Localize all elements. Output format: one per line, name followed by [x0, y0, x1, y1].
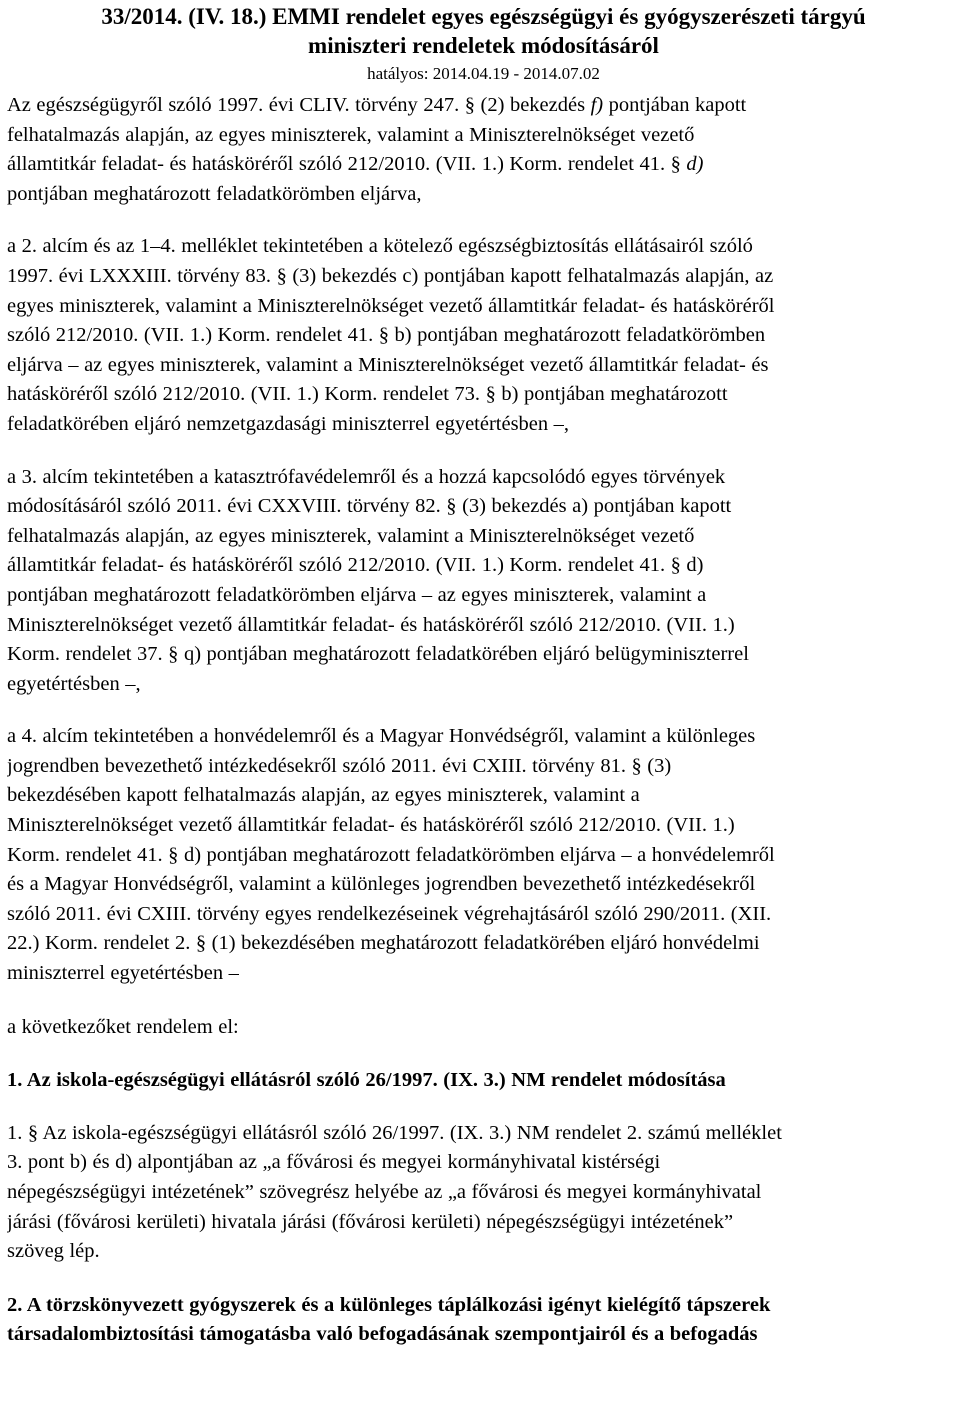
- preamble-p4-line: a 4. alcím tekintetében a honvédelemről és a Magyar Honvédségről, valamint a különleges: [7, 725, 756, 748]
- preamble-p2-line: eljárva – az egyes miniszterek, valamint a Miniszterelnökséget vezető államtitkár feladat- és: [7, 353, 769, 376]
- paragraph-gap: [7, 440, 960, 463]
- section-1-line: népegészségügyi intézetének” szövegrész helyébe az „a fővárosi és megyei kormányhivatal: [7, 1181, 762, 1203]
- preamble-p4-line: Korm. rendelet 41. § d) pontjában meghatározott feladatkörömben eljárva – a honvédelemről: [7, 843, 775, 866]
- preamble-p2-line: 1997. évi LXXXIII. törvény 83. § (3) bekezdés c) pontjában kapott felhatalmazás alapján, az: [7, 264, 774, 287]
- title-line-2: miniszteri rendeletek módosításáról: [308, 33, 659, 58]
- preamble-p4-line: 22.) Korm. rendelet 2. § (1) bekezdésében meghatározott feladatkörében eljáró honvédelmi: [7, 932, 760, 955]
- section-1-line: 1. § Az iskola-egészségügyi ellátásról szóló 26/1997. (IX. 3.) NM rendelet 2. számú melléklet: [7, 1121, 782, 1144]
- preamble-p3-line: egyetértésben –,: [7, 672, 141, 695]
- text-run: pontjában kapott: [603, 94, 747, 116]
- paragraph-gap: [7, 1267, 960, 1291]
- paragraph-gap: [7, 1096, 960, 1119]
- preamble-p3-line: módosításáról szóló 2011. évi CXXVIII. törvény 82. § (3) bekezdés a) pontjában kapott: [7, 495, 732, 518]
- section-1-line: 3. pont b) és d) alpontjában az „a fővárosi és megyei kormányhivatal kistérségi: [7, 1151, 661, 1174]
- effective-dates: hatályos: 2014.04.19 - 2014.07.02: [367, 64, 600, 83]
- text-run: államtitkár feladat- és hatásköréről szóló 212/2010. (VII. 1.) Korm. rendelet 41.: [7, 153, 671, 176]
- text-run-italic: f): [590, 94, 604, 116]
- preamble-p4-line: miniszterrel egyetértésben –: [7, 962, 239, 985]
- section-1-line: járási (fővárosi kerületi) hivatala járási (fővárosi kerületi) népegészségügyi intézetének”: [7, 1210, 734, 1233]
- section-1-title: 1. Az iskola-egészségügyi ellátásról szóló 26/1997. (IX. 3.) NM rendelet módosítása: [7, 1069, 726, 1092]
- paragraph-gap: [7, 989, 960, 1013]
- preamble: [7, 91, 960, 1350]
- text-run: §: [670, 153, 687, 176]
- preamble-p3-line: a 3. alcím tekintetében a katasztrófavédelemről és a hozzá kapcsolódó egyes törvények: [7, 465, 726, 488]
- text-run-italic: d): [686, 153, 704, 176]
- preamble-p3-line: Korm. rendelet 37. § q) pontjában meghatározott feladatkörében eljáró belügyminiszterrel: [7, 643, 749, 666]
- preamble-p4-line: és a Magyar Honvédségről, valamint a különleges jogrendben bevezethető intézkedésekről: [7, 873, 756, 896]
- section-2-title-line-2: társadalombiztosítási támogatásba való befogadásának szempontjairól és a befogadás: [7, 1323, 758, 1346]
- preamble-p1-line-1: [7, 91, 960, 121]
- preamble-p1-line-3: [7, 150, 960, 180]
- title-line-1: 33/2014. (IV. 18.) EMMI rendelet egyes egészségügyi és gyógyszerészeti tárgyú: [101, 4, 866, 29]
- preamble-p2-line: a 2. alcím és az 1–4. melléklet tekintetében a kötelező egészségbiztosítás ellátásairól szóló: [7, 235, 753, 258]
- paragraph-gap: [7, 209, 960, 232]
- preamble-p1-line-4: pontjában meghatározott feladatkörömben eljárva,: [7, 182, 422, 205]
- preamble-p2-line: hatásköréről szóló 212/2010. (VII. 1.) Korm. rendelet 73. § b) pontjában meghatározott: [7, 383, 728, 406]
- section-1-line: szöveg lép.: [7, 1240, 100, 1263]
- preamble-p4-line: szóló 2011. évi CXIII. törvény egyes rendelkezéseinek végrehajtásáról szóló 290/2011. (XII.: [7, 902, 772, 925]
- preamble-closing: a következőket rendelem el:: [7, 1015, 239, 1038]
- preamble-p3-line: Miniszterelnökséget vezető államtitkár feladat- és hatásköréről szóló 212/2010. (VII. 1.): [7, 613, 735, 636]
- document-page: [7, 0, 960, 1416]
- text-run: § (2) bekezdés: [464, 94, 591, 116]
- preamble-p3-line: államtitkár feladat- és hatásköréről szóló 212/2010. (VII. 1.) Korm. rendelet 41. § d): [7, 554, 704, 577]
- preamble-p1-line-2: felhatalmazás alapján, az egyes miniszterek, valamint a Miniszterelnökséget vezető: [7, 123, 695, 146]
- preamble-p2-line: szóló 212/2010. (VII. 1.) Korm. rendelet 41. § b) pontjában meghatározott feladatkörömben: [7, 324, 766, 347]
- paragraph-gap: [7, 699, 960, 722]
- preamble-p2-line: feladatkörében eljáró nemzetgazdasági miniszterrel egyetértésben –,: [7, 412, 570, 435]
- preamble-p4-line: jogrendben bevezethető intézkedésekről szóló 2011. évi CXIII. törvény 81. § (3): [7, 754, 672, 777]
- section-2-title-line-1: 2. A törzskönyvezett gyógyszerek és a különleges táplálkozási igényt kielégítő tápszerek: [7, 1293, 771, 1316]
- preamble-p2-line: egyes miniszterek, valamint a Miniszterelnökséget vezető államtitkár feladat- és hatásköréről: [7, 294, 775, 317]
- preamble-p3-line: pontjában meghatározott feladatkörömben eljárva – az egyes miniszterek, valamint a: [7, 583, 707, 606]
- document-title: [7, 2, 960, 60]
- preamble-p3-line: felhatalmazás alapján, az egyes miniszterek, valamint a Miniszterelnökséget vezető: [7, 524, 695, 547]
- preamble-p4-line: bekezdésében kapott felhatalmazás alapján, az egyes miniszterek, valamint a: [7, 784, 640, 807]
- text-run: Az egészségügyről szóló 1997. évi CLIV. törvény 247.: [7, 94, 465, 116]
- preamble-p4-line: Miniszterelnökséget vezető államtitkár feladat- és hatásköréről szóló 212/2010. (VII. 1.): [7, 814, 735, 837]
- paragraph-gap: [7, 1042, 960, 1066]
